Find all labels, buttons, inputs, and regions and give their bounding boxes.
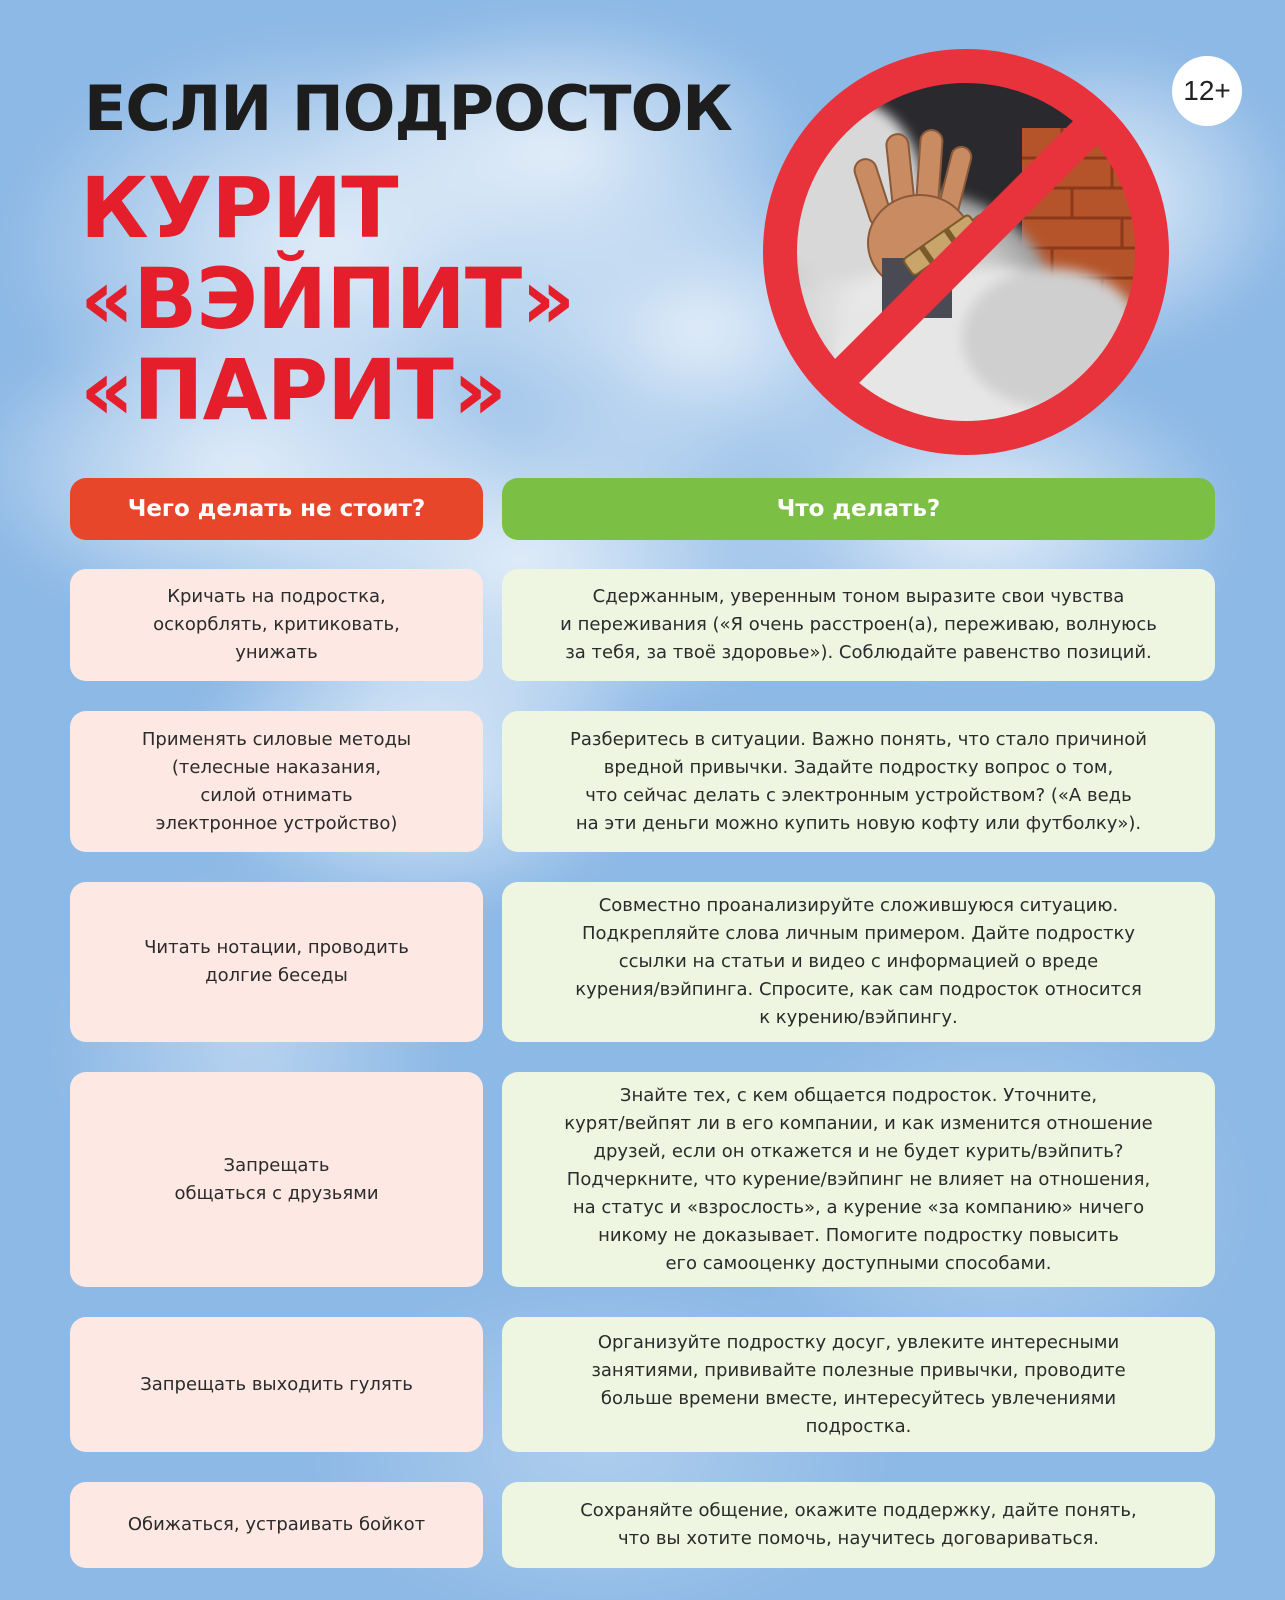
title-line-4: «ПАРИТ» [80, 341, 507, 439]
age-rating-badge: 12+ [1172, 56, 1242, 126]
do-column-header: Что делать? [502, 478, 1215, 540]
do-text-2: Разберитесь в ситуации. Важно понять, что стало причиной вредной привычки. Задайте подростку вопрос о том, что сейчас делать с электронным устройством? («А ведь на эти деньги можно купить новую кофту или футболку»). [570, 728, 1147, 834]
dont-text-6: Обижаться, устраивать бойкот [127, 1514, 426, 1535]
dont-text-4: Запрещать общаться с друзьями [174, 1154, 379, 1204]
do-text-5: Организуйте подростку досуг, увлеките интересными занятиями, прививайте полезные привычки, проводите больше времени вместе, интересуйтесь увлечениями подростка. [591, 1331, 1126, 1437]
dont-text-2: Применять силовые методы (телесные наказания, силой отнимать электронное устройство) [141, 728, 412, 834]
do-card-6 [502, 1482, 1215, 1568]
dont-card-1 [70, 569, 483, 681]
do-card-5 [502, 1317, 1215, 1452]
dont-card-4 [70, 1072, 483, 1287]
do-text-6: Сохраняйте общение, окажите поддержку, дайте понять, что вы хотите помочь, научитесь договариваться. [580, 1500, 1137, 1549]
dont-card-3 [70, 882, 483, 1042]
do-text-4: Знайте тех, с кем общается подросток. Уточните, курят/вейпят ли в его компании, и как изменится отношение друзей, если он откажется и не будет курить/вэйпить? Подчеркните, что курение/вэйпинг не влияет на отношения, на статус и «взрослость», а курение «за компанию» ничего никому не доказывает. Помогите подростку повысить его самооценку доступными способами. [564, 1084, 1153, 1274]
no-vaping-sign [752, 38, 1180, 466]
do-text-1: Сдержанным, уверенным тоном выразите свои чувства и переживания («Я очень расстроен(а), переживаю, волнуюсь за тебя, за твоё здоровье»). Соблюдайте равенство позиций. [560, 586, 1157, 663]
dont-card-6 [70, 1482, 483, 1568]
dont-card-5 [70, 1317, 483, 1452]
dont-text-3: Читать нотации, проводить долгие беседы [144, 937, 409, 986]
do-card-2 [502, 711, 1215, 852]
title-line-3: «ВЭЙПИТ» [80, 250, 575, 348]
do-text-3: Совместно проанализируйте сложившуюся ситуацию. Подкрепляйте слова личным примером. Дайте подростку ссылки на статьи и видео с информацией о вреде курения/вэйпинга. Спросите, как сам подросток относится к курению/вэйпингу. [575, 895, 1142, 1028]
do-card-1 [502, 569, 1215, 681]
dont-column-header: Чего делать не стоит? [70, 478, 483, 540]
title-line-2: КУРИТ [80, 159, 398, 257]
dont-text-1: Кричать на подростка, оскорблять, критиковать, унижать [153, 586, 400, 663]
dont-text-5: Запрещать выходить гулять [140, 1373, 413, 1395]
do-card-4 [502, 1072, 1215, 1287]
dont-card-2 [70, 711, 483, 852]
title-line-1: ЕСЛИ ПОДРОСТОК [84, 72, 732, 145]
do-card-3 [502, 882, 1215, 1042]
